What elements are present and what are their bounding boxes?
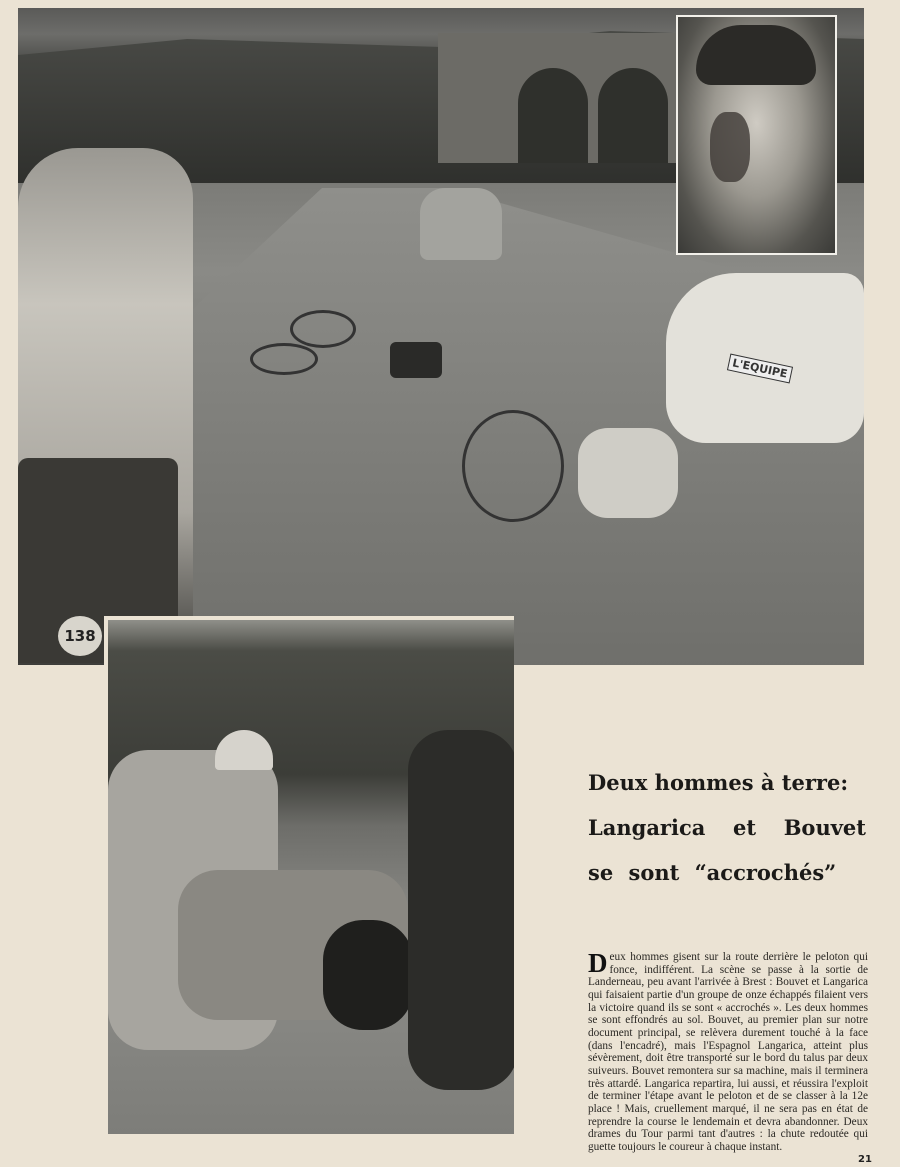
headline-word: Bouvet: [783, 815, 866, 840]
follow-car: [420, 188, 502, 260]
helper-figure-right: [408, 730, 514, 1090]
article-headline: [588, 760, 870, 895]
press-car: [666, 273, 864, 443]
fallen-rider-langarica: [390, 342, 442, 378]
viaduct-arch: [518, 68, 588, 163]
bicycle-wheel: [462, 410, 564, 522]
headline-line-3: se sont “accrochés”: [588, 860, 837, 885]
drop-cap: D: [588, 948, 608, 978]
fallen-bicycle-wheel: [250, 343, 318, 375]
headline-line-1: Deux hommes à terre:: [588, 770, 849, 795]
motorcycle-number-plate: 138: [58, 616, 102, 656]
article-text: eux hommes gisent sur la route derrière le peloton qui fonce, indifférent. La scène se passe à la sortie de Landerneau, peu avant l'arrivée à Brest : Bouvet et Langarica qui faisaient partie d'un groupe de onze échappés filaient vers la victoire quand ils se sont « accrochés ». Les deux hommes se sont effondrés au sol. Bouvet, au premier plan sur notre document principal, se relèvera durement touché à la face (dans l'encadré), mais l'Espagnol Langarica, atteint plus sévèrement, doit être transporté sur le bord du talus par deux suiveurs. Bouvet remontera sur sa machine, mais il terminera très attardé. Langarica repartira, lui aussi, et réussira l'exploit de terminer l'étape avant le peloton et de se classer à la 12e place ! Mais, cruellement marqué, il ne sera pas en état de reprendre la course le lendemain et devra abandonner. Deux drames du Tour parmi tant d'autres : la chute redoutée qui guette toujours le coureur à chaque instant.: [588, 951, 868, 1153]
fallen-rider-bouvet: [578, 428, 678, 518]
hair: [696, 25, 816, 85]
inset-photo-bouvet-portrait: [676, 15, 837, 255]
headline-word: Langarica: [588, 815, 706, 840]
headline-line-2: [588, 805, 866, 850]
railway-viaduct: [438, 33, 678, 163]
face-wound: [710, 112, 750, 182]
cycling-cap: [215, 730, 273, 770]
rider-shorts: [323, 920, 413, 1030]
press-car-label: L'EQUIPE: [727, 354, 793, 384]
article-body: [588, 948, 868, 1154]
lower-photo-langarica-carried: [104, 616, 514, 1134]
page-number: 21: [858, 1154, 872, 1165]
fallen-bicycle-wheel: [290, 310, 356, 348]
viaduct-arch: [598, 68, 668, 163]
headline-word: et: [733, 815, 757, 840]
